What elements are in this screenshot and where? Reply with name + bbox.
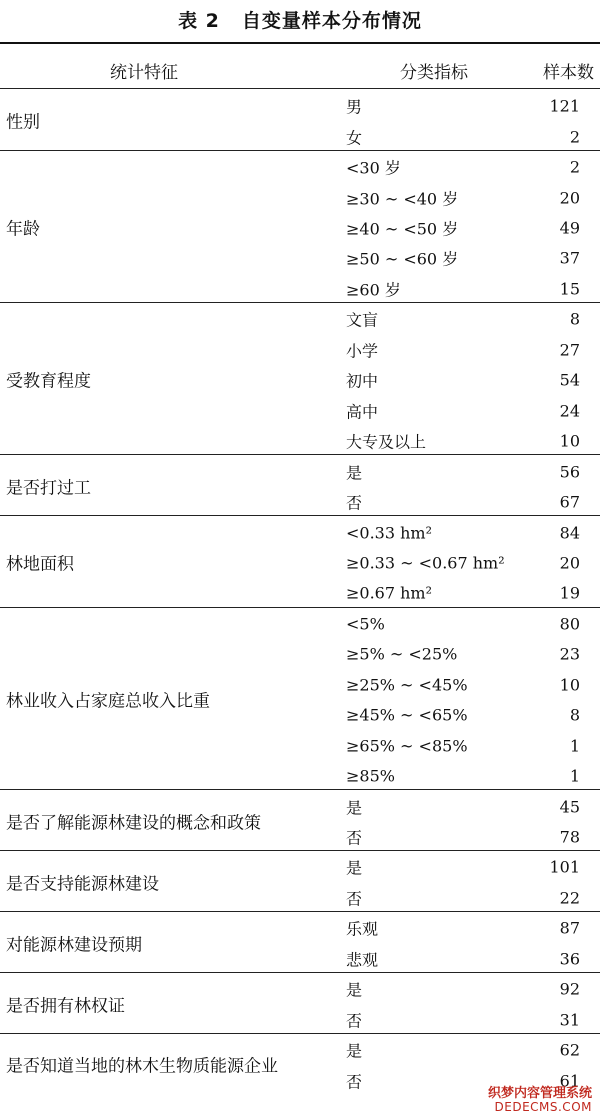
indicator-label: <0.33 hm² (346, 523, 433, 543)
indicator-label: <30 岁 (346, 158, 401, 178)
sample-count: 2 (569, 127, 580, 147)
indicator-label: 小学 (346, 341, 379, 361)
group-divider (0, 302, 600, 303)
indicator-label: 乐观 (346, 919, 379, 939)
indicator-label: ≥25% ~ <45% (346, 675, 468, 695)
sample-count: 92 (559, 979, 580, 999)
group-divider (0, 1033, 600, 1034)
header-feature: 统计特征 (110, 63, 178, 83)
sample-count: 22 (559, 888, 580, 908)
sample-count: 24 (559, 401, 580, 421)
sample-count: 45 (559, 797, 580, 817)
sample-count: 78 (559, 827, 580, 847)
indicator-label: 悲观 (346, 950, 379, 970)
sample-count: 31 (559, 1010, 580, 1030)
group-divider (0, 911, 600, 912)
sample-count: 49 (559, 218, 580, 238)
sample-count: 2 (569, 157, 580, 177)
group-divider (0, 789, 600, 790)
indicator-label: 文盲 (346, 310, 379, 330)
category-label: 林地面积 (6, 554, 74, 575)
sample-count: 27 (559, 340, 580, 360)
sample-count: 121 (549, 96, 580, 116)
indicator-label: ≥40 ~ <50 岁 (346, 219, 459, 239)
group-divider (0, 454, 600, 455)
sample-count: 101 (549, 857, 580, 877)
indicator-label: 大专及以上 (346, 432, 427, 452)
sample-count: 67 (559, 492, 580, 512)
sample-count: 23 (559, 644, 580, 664)
sample-count: 80 (559, 614, 580, 634)
indicator-label: 否 (346, 889, 363, 909)
sample-count: 8 (569, 309, 580, 329)
indicator-label: 是 (346, 1041, 363, 1061)
indicator-label: ≥30 ~ <40 岁 (346, 189, 459, 209)
sample-count: 87 (559, 918, 580, 938)
sample-count: 10 (559, 675, 580, 695)
indicator-label: 是 (346, 858, 363, 878)
sample-count: 84 (559, 523, 580, 543)
category-label: 受教育程度 (6, 371, 91, 392)
group-divider (0, 850, 600, 851)
indicator-label: 高中 (346, 402, 379, 422)
indicator-label: 否 (346, 1011, 363, 1031)
watermark-line1: 织梦内容管理系统 (487, 1085, 592, 1101)
indicator-label: ≥0.67 hm² (346, 583, 433, 603)
category-label: 是否打过工 (6, 478, 91, 499)
indicator-label: 女 (346, 128, 363, 148)
sample-count: 56 (559, 462, 580, 482)
category-label: 是否了解能源林建设的概念和政策 (6, 813, 261, 834)
category-label: 林业收入占家庭总收入比重 (6, 691, 210, 712)
table-number: 表 2 (178, 10, 220, 32)
indicator-label: 男 (346, 97, 363, 117)
sample-count: 54 (559, 370, 580, 390)
indicator-label: 初中 (346, 371, 379, 391)
group-divider (0, 150, 600, 151)
header-rule (0, 88, 600, 89)
table-caption: 自变量样本分布情况 (241, 10, 422, 32)
indicator-label: 是 (346, 798, 363, 818)
indicator-label: ≥65% ~ <85% (346, 736, 468, 756)
group-divider (0, 972, 600, 973)
header-indicator: 分类指标 (400, 63, 468, 83)
category-label: 是否支持能源林建设 (6, 874, 159, 895)
indicator-label: ≥45% ~ <65% (346, 705, 468, 725)
indicator-label: 是 (346, 980, 363, 1000)
sample-count: 36 (559, 949, 580, 969)
sample-count: 20 (559, 553, 580, 573)
indicator-label: 否 (346, 1072, 363, 1092)
indicator-label: ≥5% ~ <25% (346, 644, 458, 664)
sample-count: 1 (569, 736, 580, 756)
category-label: 对能源林建设预期 (6, 935, 142, 956)
category-label: 是否知道当地的林木生物质能源企业 (6, 1056, 278, 1077)
indicator-label: ≥60 岁 (346, 280, 401, 300)
indicator-label: 是 (346, 463, 363, 483)
header-count: 样本数 (543, 63, 594, 83)
indicator-label: <5% (346, 614, 385, 634)
category-label: 是否拥有林权证 (6, 996, 125, 1016)
watermark-line2: DEDECMS.COM (494, 1099, 592, 1114)
indicator-label: ≥50 ~ <60 岁 (346, 249, 459, 269)
group-divider (0, 515, 600, 516)
sample-count: 1 (569, 766, 580, 786)
category-label: 年龄 (6, 219, 40, 240)
sample-count: 62 (559, 1040, 580, 1060)
sample-count: 15 (559, 279, 580, 299)
indicator-label: 否 (346, 828, 363, 848)
category-label: 性别 (6, 112, 40, 133)
sample-count: 20 (559, 188, 580, 208)
indicator-label: ≥0.33 ~ <0.67 hm² (346, 553, 505, 573)
sample-count: 8 (569, 705, 580, 725)
watermark (488, 1087, 592, 1114)
sample-count: 37 (559, 248, 580, 268)
sample-count: 61 (559, 1071, 580, 1091)
table-title (0, 6, 600, 33)
indicator-label: 否 (346, 493, 363, 513)
sample-count: 10 (559, 431, 580, 451)
sample-count: 19 (559, 583, 580, 603)
top-rule (0, 42, 600, 44)
group-divider (0, 607, 600, 608)
indicator-label: ≥85% (346, 766, 395, 786)
